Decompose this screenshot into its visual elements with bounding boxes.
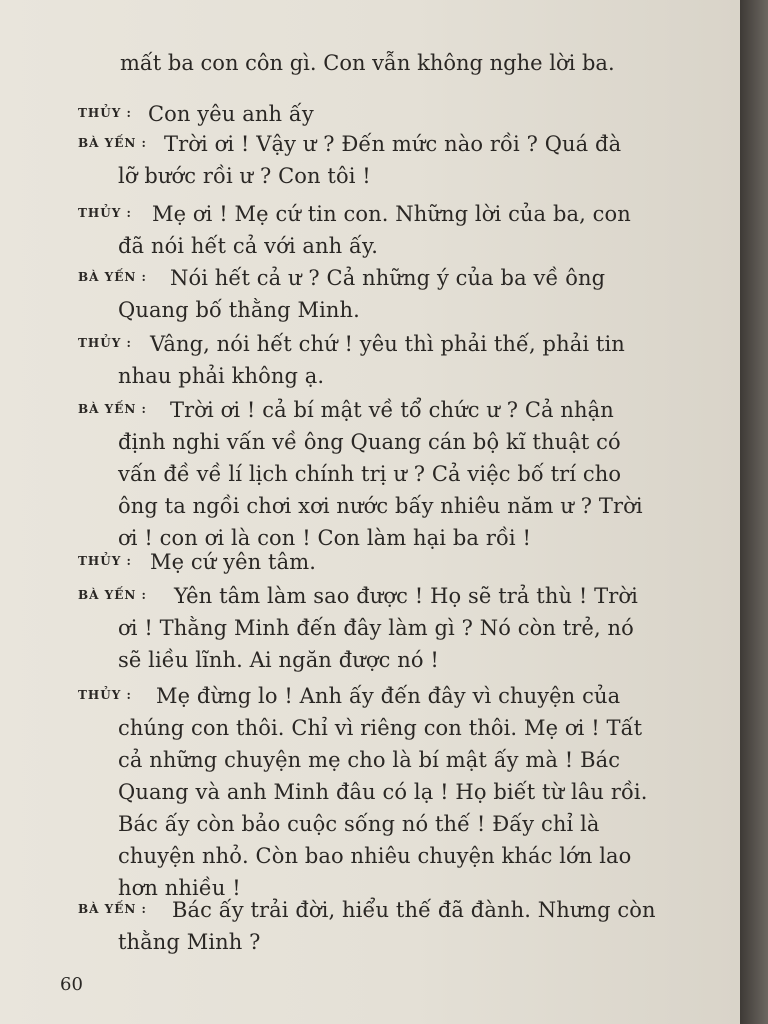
dialogue-line: Quang bố thằng Minh. <box>118 298 360 322</box>
dialogue-line: Mẹ cứ yên tâm. <box>150 550 317 574</box>
dialogue-line: chuyện nhỏ. Còn bao nhiêu chuyện khác lớn lao <box>118 844 632 868</box>
dialogue-line: sẽ liều lĩnh. Ai ngăn được nó ! <box>118 648 439 672</box>
speaker-name: THỦY : <box>78 336 132 350</box>
speaker-name: BÀ YẾN : <box>78 270 147 284</box>
dialogue-entry <box>78 262 693 326</box>
dialogue-line: Nói hết cả ư ? Cả những ý của ba về ông <box>170 266 606 290</box>
speaker-name: THỦY : <box>78 206 132 220</box>
dialogue-entry <box>78 894 693 958</box>
dialogue-line: Vâng, nói hết chứ ! yêu thì phải thế, phải tin <box>150 332 625 356</box>
dialogue-line: ông ta ngồi chơi xơi nước bấy nhiêu năm ư ? Trời <box>118 494 643 518</box>
dialogue-entry <box>78 98 693 130</box>
dialogue-entry <box>78 328 693 392</box>
dialogue-line: định nghi vấn về ông Quang cán bộ kĩ thuật có <box>118 430 621 454</box>
dialogue-entry <box>78 580 693 676</box>
dialogue-line: lỡ bước rồi ư ? Con tôi ! <box>118 164 371 188</box>
speaker-name: BÀ YẾN : <box>78 588 147 602</box>
dialogue-line: Mẹ ơi ! Mẹ cứ tin con. Những lời của ba, con <box>152 202 631 226</box>
dialogue-line: Mẹ đừng lo ! Anh ấy đến đây vì chuyện của <box>156 684 621 708</box>
dialogue-line: thằng Minh ? <box>118 930 261 954</box>
dialogue-line: chúng con thôi. Chỉ vì riêng con thôi. Mẹ ơi ! Tất <box>118 716 643 740</box>
speaker-name: BÀ YẾN : <box>78 136 147 150</box>
dialogue-line: hơn nhiều ! <box>118 876 241 900</box>
speaker-name: BÀ YẾN : <box>78 902 147 916</box>
dialogue-line: Bác ấy còn bảo cuộc sống nó thế ! Đấy chỉ là <box>118 812 600 836</box>
dialogue-line: nhau phải không ạ. <box>118 364 325 388</box>
dialogue-line: ơi ! con ơi là con ! Con làm hại ba rồi ! <box>118 526 532 550</box>
dialogue-line: đã nói hết cả với anh ấy. <box>118 234 378 258</box>
dialogue-entry <box>78 198 693 262</box>
dialogue-line: Trời ơi ! Vậy ư ? Đến mức nào rồi ? Quá đà <box>164 132 622 156</box>
speaker-name: THỦY : <box>78 554 132 568</box>
dialogue-entry <box>78 394 693 554</box>
page-number: 60 <box>60 974 83 995</box>
dialogue-line: Yên tâm làm sao được ! Họ sẽ trả thù ! Trời <box>174 584 638 608</box>
speaker-name: THỦY : <box>78 688 132 702</box>
dialogue-line: Bác ấy trải đời, hiểu thế đã đành. Nhưng còn <box>172 898 656 922</box>
dialogue-line: vấn đề về lí lịch chính trị ư ? Cả việc bố trí cho <box>118 462 622 486</box>
book-spine-shadow <box>740 0 768 1024</box>
dialogue-entry <box>78 680 693 904</box>
dialogue-line: Con yêu anh ấy <box>148 102 314 126</box>
dialogue-line: Trời ơi ! cả bí mật về tổ chức ư ? Cả nhận <box>170 398 614 422</box>
continuation-line: mất ba con côn gì. Con vẫn không nghe lời ba. <box>120 51 615 75</box>
speaker-name: THỦY : <box>78 106 132 120</box>
dialogue-line: cả những chuyện mẹ cho là bí mật ấy mà ! Bác <box>118 748 621 772</box>
speaker-name: BÀ YẾN : <box>78 402 147 416</box>
dialogue-line: Quang và anh Minh đâu có lạ ! Họ biết từ lâu rồi. <box>118 780 648 804</box>
dialogue-line: ơi ! Thằng Minh đến đây làm gì ? Nó còn trẻ, nó <box>118 616 634 640</box>
dialogue-entry <box>78 546 693 578</box>
dialogue-entry <box>78 128 693 192</box>
